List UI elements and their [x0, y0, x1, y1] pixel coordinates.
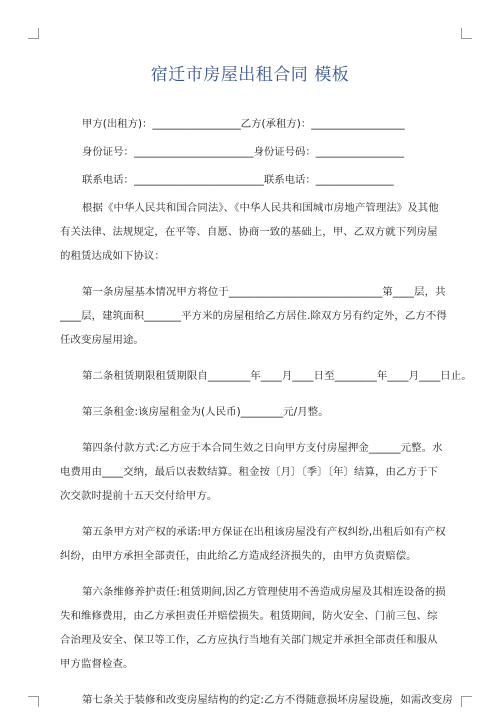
document-body: [60, 112, 472, 724]
clause-3: 第三条租金:该房屋租金为(人民币)________元/月整。: [82, 406, 329, 418]
id-number-line: 身份证号：_______________________身份证号码：_________________: [82, 146, 405, 158]
crop-mark-bottom-left: [28, 696, 39, 707]
crop-mark-top-left: [28, 28, 39, 39]
phone-line: 联系电话：_________________________联系电话：_______________: [82, 174, 394, 186]
clause-6: 第六条维修养护责任:租赁期间,因乙方管理使用不善造成房屋及其相连设备的损失和维修费用，由乙方承担责任并赔偿损失。租赁期间，防火安全、门前三包、综合治理及安全、保卫等工作，乙方应执行当地有关部门规定并承担全部责任和服从甲方监督检查。: [60, 586, 446, 670]
crop-mark-top-right: [461, 28, 472, 39]
clause-7: 第七条关于装修和改变房屋结构的约定:乙方不得随意损坏房屋设施，如需改变房: [82, 694, 453, 706]
clause-5: 第五条甲方对产权的承诺:甲方保证在出租该房屋没有产权纠纷,出租后如有产权纠纷，由甲方承担全部责任，由此给乙方造成经济损失的，由甲方负责赔偿。: [60, 526, 446, 562]
party-line: 甲方(出租方)：_________________乙方(承租方)：__________________: [82, 118, 405, 130]
clause-4: 第四条付款方式:乙方应于本合同生效之日向甲方支付房屋押金______元整。水电费用由____交纳，最后以表数结算。租金按〔月〕〔季〕〔年〕结算，由乙方于下次交款时提前十五天交付给甲方。: [60, 442, 443, 502]
clause-2: 第二条租赁期限租赁期限自________年____月____日至________年____月____日止。: [82, 370, 472, 382]
clause-1: 第一条房屋基本情况甲方将位于_____________________________第____层，共____层，建筑面积_______平方米的房屋租给乙方居住.除双方另有约定外，乙方不得任改变房屋用途。: [60, 286, 447, 346]
intro-paragraph: 根据《中华人民共和国合同法》、《中华人民共和国城市房地产管理法》及其他有关法律、法规规定，在平等、自愿、协商一致的基础上，甲、乙双方就下列房屋的租赁达成如下协议：: [60, 202, 439, 262]
crop-mark-bottom-right: [461, 696, 472, 707]
document-title: 宿迁市房屋出租合同 模板: [150, 65, 350, 85]
